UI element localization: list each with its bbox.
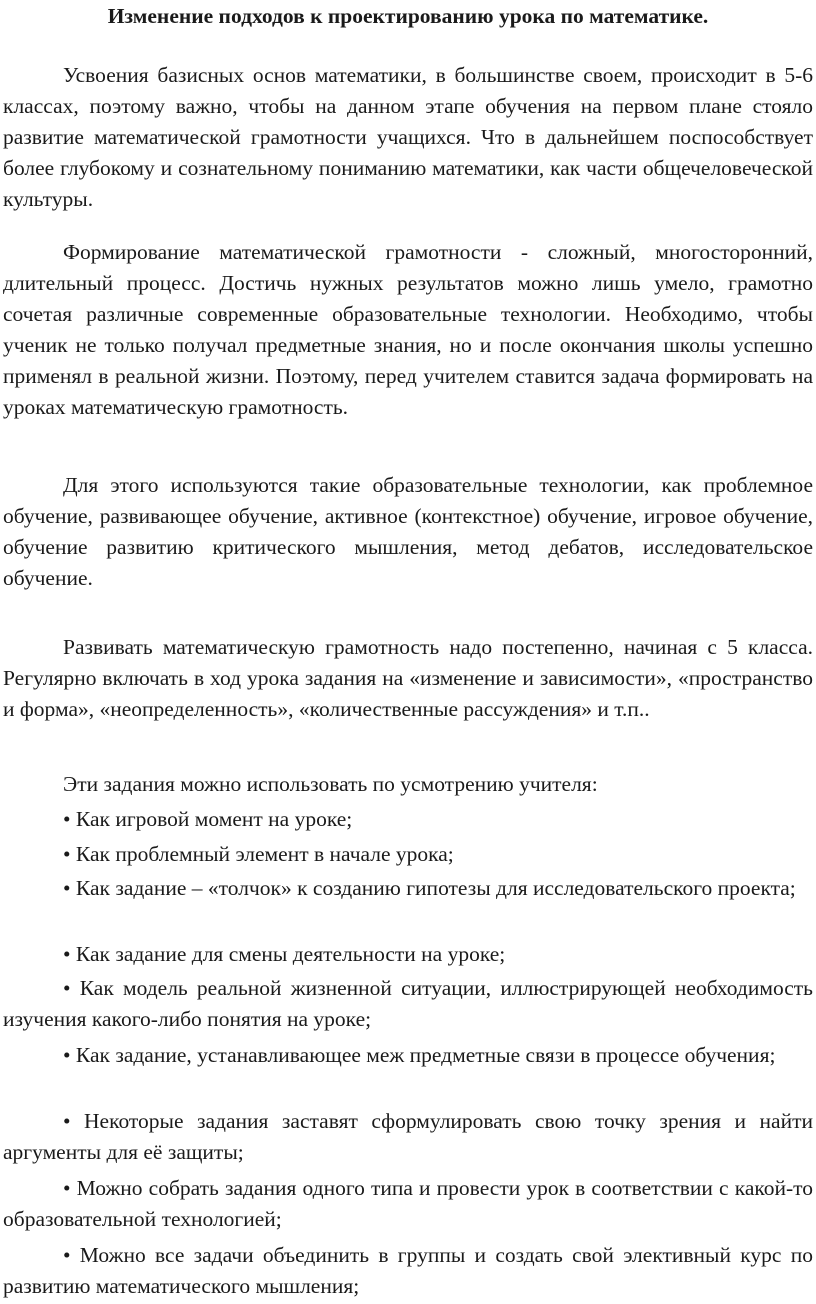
list-item: • Некоторые задания заставят сформулировать свою точку зрения и найти аргументы для её защиты; (3, 1109, 813, 1164)
list-item: • Как игровой момент на уроке; (63, 807, 353, 831)
list-item: • Как проблемный элемент в начале урока; (63, 842, 454, 866)
paragraph-literacy: Формирование математической грамотности - сложный, многосторонний, длительный процесс. Достичь нужных результатов можно лишь умело, грамотно сочетая различные современные образовательные технологии. Необходимо, чтобы ученик не только получал предметные знания, но и после окончания школы успешно применял в реальной жизни. Поэтому, перед учителем ставится задача формировать на уроках математическую грамотность. (3, 240, 813, 419)
list-item: • Как задание – «толчок» к созданию гипотезы для исследовательского проекта; (63, 876, 796, 900)
document-title: Изменение подходов к проектированию урока по математике. (107, 4, 709, 28)
paragraph-develop: Развивать математическую грамотность надо постепенно, начиная с 5 класса. Регулярно включать в ход урока задания на «изменение и зависимости», «пространство и форма», «неопределенность», «количественные рассуждения» и т.п.. (3, 635, 813, 721)
list-item: • Можно все задачи объединить в группы и создать свой элективный курс по развитию математического мышления; (3, 1243, 813, 1298)
list-item: • Можно собрать задания одного типа и провести урок в соответствии с какой-то образовательной технологией; (3, 1176, 813, 1231)
list-item: • Как модель реальной жизненной ситуации, иллюстрирующей необходимость изучения какого-либо понятия на уроке; (3, 976, 813, 1031)
paragraph-technologies: Для этого используются такие образовательные технологии, как проблемное обучение, развивающее обучение, активное (контекстное) обучение, игровое обучение, обучение развитию критического мышления, метод дебатов, исследовательское обучение. (3, 473, 813, 590)
paragraph-usage-intro: Эти задания можно использовать по усмотрению учителя: (63, 772, 598, 796)
list-item: • Как задание, устанавливающее меж предметные связи в процессе обучения; (63, 1043, 776, 1067)
paragraph-intro: Усвоения базисных основ математики, в большинстве своем, происходит в 5-6 классах, поэтому важно, чтобы на данном этапе обучения на первом плане стояло развитие математической грамотности учащихся. Что в дальнейшем поспособствует более глубокому и сознательному пониманию математики, как части общечеловеческой культуры. (3, 63, 813, 211)
list-item: • Как задание для смены деятельности на уроке; (63, 942, 506, 966)
